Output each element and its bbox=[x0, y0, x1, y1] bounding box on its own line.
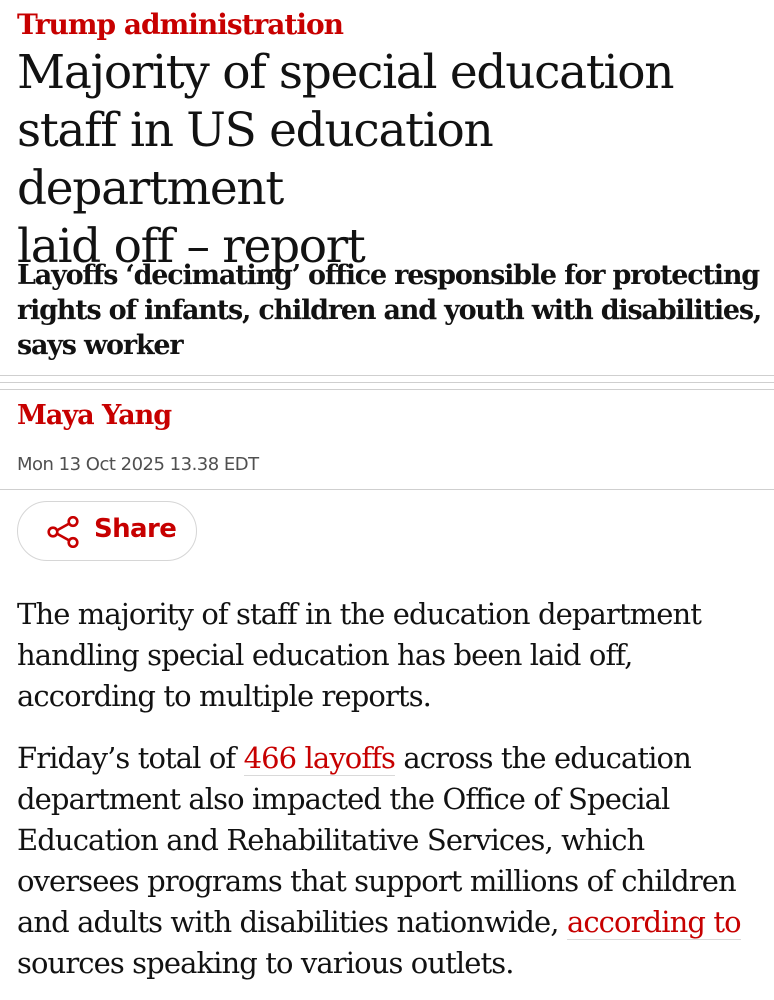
author-byline-link[interactable]: Maya Yang bbox=[17, 400, 172, 431]
article-headline bbox=[17, 44, 762, 276]
share-icon bbox=[46, 516, 80, 548]
standfirst-line: says worker bbox=[17, 330, 183, 361]
paragraph-text: Friday’s total of bbox=[17, 741, 244, 775]
article-standfirst bbox=[17, 258, 762, 363]
paragraph-line: according to multiple reports. bbox=[17, 679, 431, 713]
section-kicker-link[interactable]: Trump administration bbox=[17, 8, 344, 41]
publish-dateline: Mon 13 Oct 2025 13.38 EDT bbox=[17, 454, 259, 475]
divider-line bbox=[0, 382, 774, 383]
paragraph-line: Education and Rehabilitative Services, which bbox=[17, 823, 645, 857]
paragraph-text: and adults with disabilities nationwide, bbox=[17, 905, 567, 939]
share-button-label: Share bbox=[94, 514, 177, 544]
paragraph-line: The majority of staff in the education department bbox=[17, 597, 702, 631]
paragraph-line: department also impacted the Office of Special bbox=[17, 782, 670, 816]
according-to-link[interactable]: according to bbox=[566, 905, 741, 939]
share-button[interactable] bbox=[17, 501, 197, 561]
divider-line bbox=[0, 389, 774, 390]
headline-line: laid off – report bbox=[17, 219, 365, 274]
section-divider bbox=[0, 375, 774, 396]
headline-line: Majority of special education bbox=[17, 45, 674, 100]
standfirst-line: Layoffs ‘decimating’ office responsible for protecting bbox=[17, 260, 759, 291]
divider-line bbox=[0, 375, 774, 376]
paragraph-line: handling special education has been laid off, bbox=[17, 638, 633, 672]
meta-divider bbox=[0, 489, 774, 490]
paragraph-line: sources speaking to various outlets. bbox=[17, 946, 514, 980]
paragraph-text: across the education bbox=[395, 741, 691, 775]
headline-line: staff in US education department bbox=[17, 103, 493, 216]
paragraph-line: oversees programs that support millions of children bbox=[17, 864, 736, 898]
layoffs-link[interactable]: 466 layoffs bbox=[243, 741, 396, 775]
body-paragraph bbox=[17, 738, 762, 984]
standfirst-line: rights of infants, children and youth with disabilities, bbox=[17, 295, 762, 326]
body-paragraph bbox=[17, 594, 762, 717]
